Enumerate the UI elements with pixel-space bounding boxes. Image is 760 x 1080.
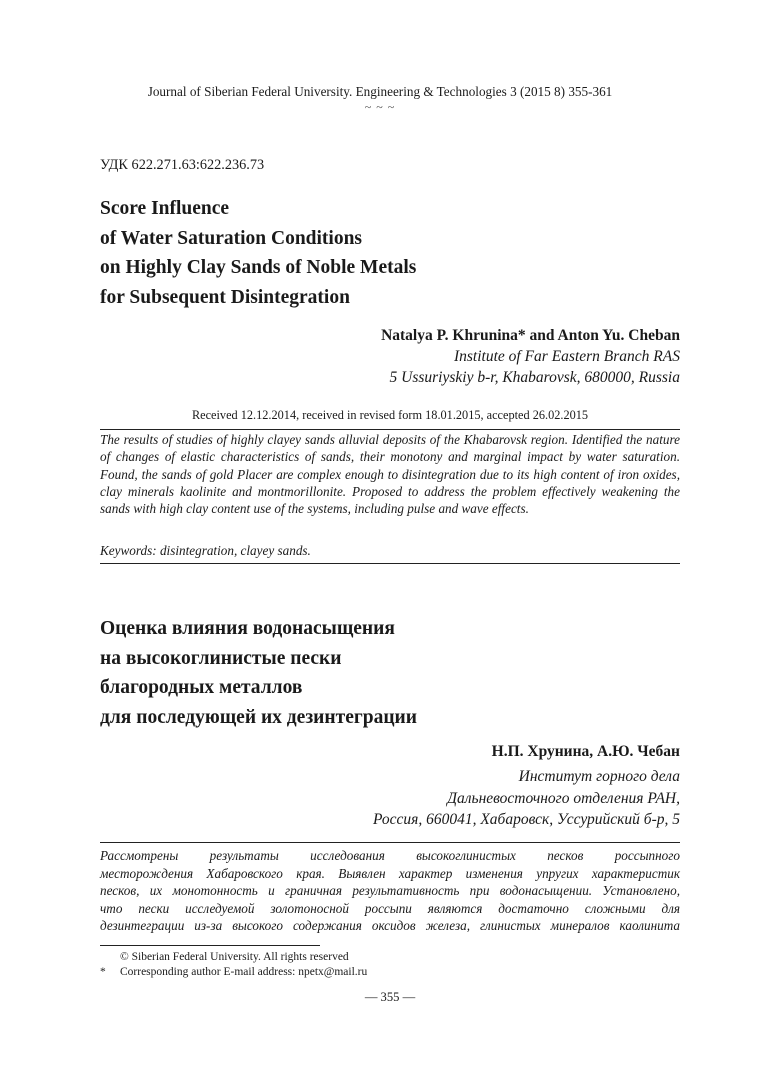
journal-header: Journal of Siberian Federal University. Engineering & Technologies 3 (2015 8) 355-361 — [147, 84, 613, 99]
english-abstract: The results of studies of highly clayey sands alluvial deposits of the Khabarovsk region. Identified the nature of changes of elastic characteristics of sands, their monotony and marginal impact by water saturation. Found, the sands of gold Placer are complex enough to disintegration due to its high content of iron oxides, clay minerals kaolinite and montmorillonite. Proposed to address the problem effectively weakening the sands with high clay content use of the systems, including pulse and wave effects. — [100, 432, 680, 517]
russian-abstract — [100, 847, 680, 935]
divider — [100, 563, 680, 564]
russian-affiliation-line: Россия, 660041, Хабаровск, Уссурийский б-р, 5 — [372, 811, 680, 828]
english-title-line: Score Influence — [100, 198, 230, 219]
footnote-text: Corresponding author E-mail address: npetx@mail.ru — [120, 966, 368, 978]
footnote-mark: * — [100, 966, 106, 978]
english-affiliation-line: Institute of Far Eastern Branch RAS — [453, 348, 680, 365]
russian-title-line: Оценка влияния водонасыщения — [100, 618, 395, 639]
footnote-divider — [100, 945, 320, 946]
russian-authors: Н.П. Хрунина, А.Ю. Чебан — [491, 743, 680, 760]
english-title-line: of Water Saturation Conditions — [100, 227, 363, 249]
divider — [100, 429, 680, 430]
english-title-line: for Subsequent Disintegration — [100, 286, 350, 308]
russian-title-line: для последующей их дезинтеграции — [100, 706, 418, 728]
footnote-text: © Siberian Federal University. All rights reserved — [120, 951, 349, 963]
footnote-copyright — [100, 951, 349, 963]
page-number: — 355 — — [364, 990, 416, 1004]
russian-title-line: на высокоглинистые пески — [100, 647, 342, 669]
english-title — [100, 194, 416, 312]
russian-title-line: благородных металлов — [100, 677, 303, 698]
udc-code: УДК 622.271.63:622.236.73 — [100, 157, 265, 173]
russian-abstract-line: песков, их монотонность и граничная результативность при водонасыщении. Установлено, — [100, 883, 680, 898]
english-affiliation — [390, 346, 680, 388]
russian-affiliation — [373, 766, 680, 831]
english-title-line: on Highly Clay Sands of Noble Metals — [100, 257, 417, 278]
russian-affiliation-line: Институт горного дела — [518, 768, 680, 785]
received-dates: Received 12.12.2014, received in revised form 18.01.2015, accepted 26.02.2015 — [191, 408, 589, 422]
russian-abstract-line: дезинтеграции из-за высокого содержания оксидов железа, глинистых минералов каолинита — [100, 918, 680, 933]
russian-title — [100, 614, 417, 732]
header-ornament: ~ ~ ~ — [364, 100, 396, 114]
russian-affiliation-line: Дальневосточного отделения РАН, — [447, 789, 680, 807]
russian-abstract-line: что пески исследуемой золотоносной россыпи являются достаточно сложными для — [100, 900, 680, 916]
english-authors: Natalya P. Khrunina* and Anton Yu. Cheban — [381, 327, 680, 344]
russian-abstract-line: месторождения Хабаровского края. Выявлен характер изменения упругих характеристик — [100, 865, 680, 881]
footnote-corresponding — [100, 966, 367, 978]
russian-abstract-line: Рассмотрены результаты исследования высокоглинистых песков россыпного — [100, 848, 680, 863]
english-affiliation-line: 5 Ussuriyskiy b-r, Khabarovsk, 680000, Russia — [389, 369, 680, 386]
divider — [100, 842, 680, 843]
english-keywords: Keywords: disintegration, clayey sands. — [100, 543, 311, 558]
